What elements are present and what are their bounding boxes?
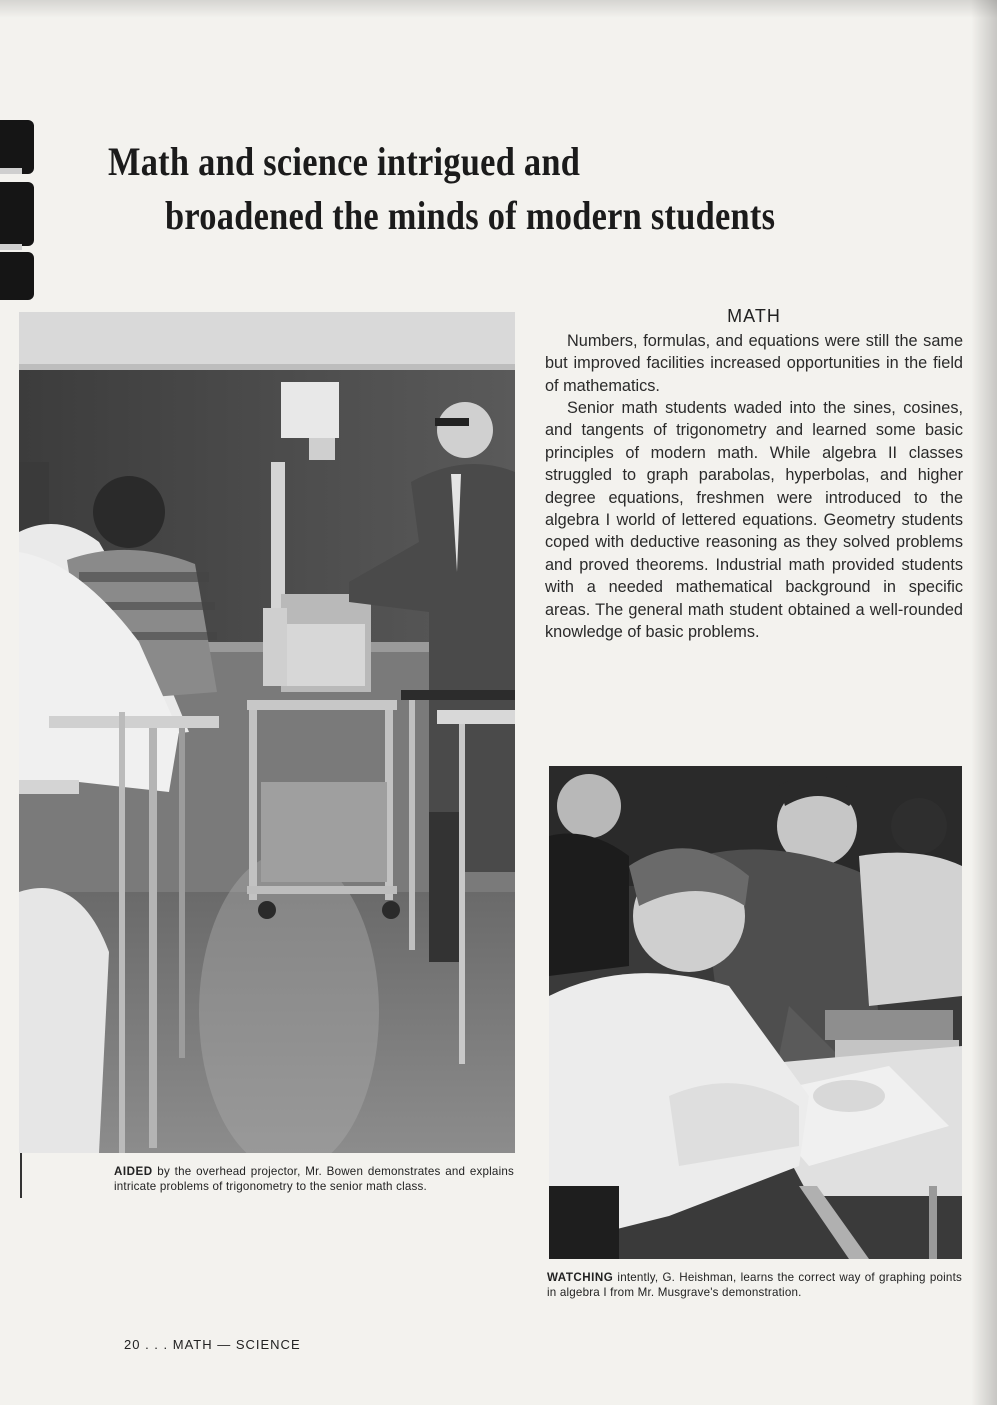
page-folio: 20 . . . MATH — SCIENCE xyxy=(124,1337,301,1352)
classroom-projector-photo xyxy=(19,312,515,1153)
caption-text-right: intently, G. Heishman, learns the correct way of graphing points in algebra I from Mr. Musgrave's demonstration. xyxy=(547,1271,962,1299)
binder-clip-bottom xyxy=(0,252,34,300)
photo-caption-right xyxy=(547,1270,962,1300)
page-edge-mark xyxy=(20,1150,22,1198)
section-heading-math: MATH xyxy=(727,306,781,326)
binder-clip-top xyxy=(0,120,34,174)
headline-line-1: Math and science intrigued and xyxy=(108,139,581,184)
binder-clip-middle xyxy=(0,182,34,246)
body-paragraph-2: Senior math students waded into the sines, cosines, and tangents of trigonometry and learned some basic principles of modern math. While algebra II classes struggled to graph parabolas, hyperbolas, and higher degree equations, freshmen were introduced to the algebra I world of lettered equations. Geometry students coped with deductive reasoning as they solved problems and proved theorems. Industrial math provided students with a needed mathematical background in specific areas. The general math student obtained a well-rounded knowledge of basic problems. xyxy=(545,399,963,642)
photo-caption-left xyxy=(114,1164,514,1194)
binder-gap xyxy=(0,244,22,250)
page-gutter-shadow xyxy=(971,0,997,1405)
caption-lead-left: AIDED xyxy=(114,1165,153,1178)
caption-text-left: by the overhead projector, Mr. Bowen demonstrates and explains intricate problems of trigonometry to the senior math class. xyxy=(114,1165,514,1193)
page-shadow xyxy=(0,0,997,18)
body-paragraph-1: Numbers, formulas, and equations were still the same but improved facilities increased opportunities in the field of mathematics. xyxy=(545,332,963,395)
headline-line-2: broadened the minds of modern students xyxy=(165,193,776,238)
binder-gap xyxy=(0,168,22,174)
algebra-demonstration-photo xyxy=(549,766,962,1259)
caption-lead-right: WATCHING xyxy=(547,1271,614,1284)
